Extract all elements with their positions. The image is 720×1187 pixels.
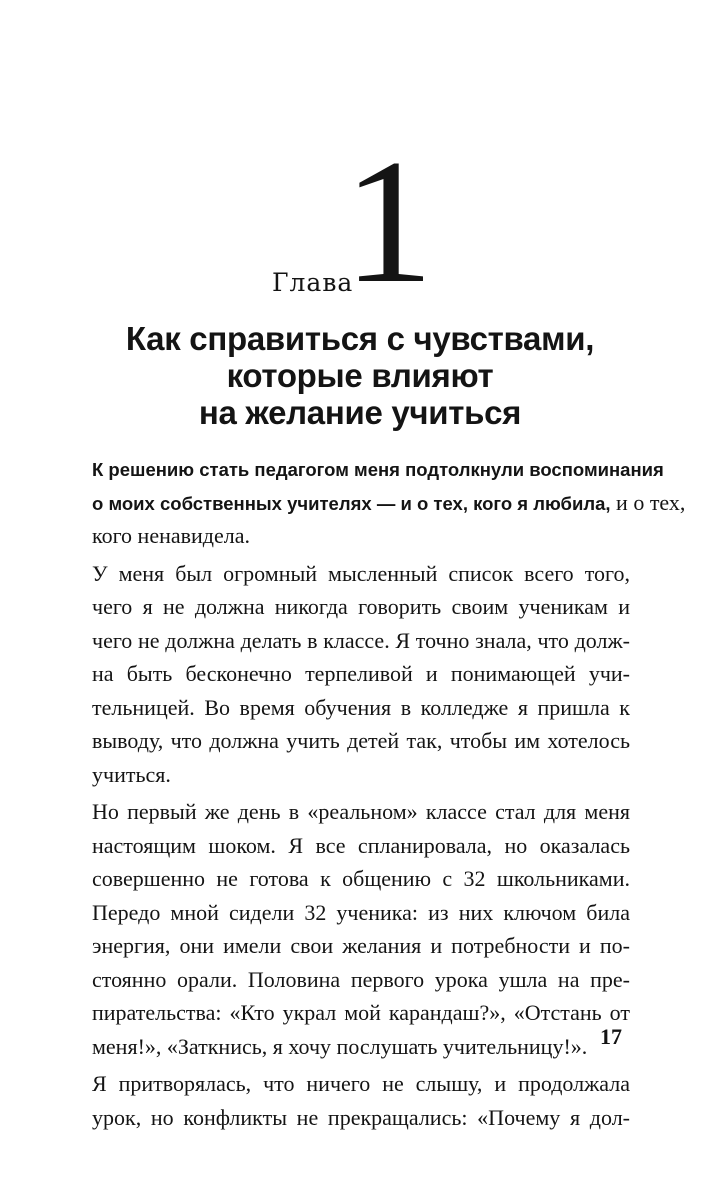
- text-line: [92, 486, 686, 520]
- text-line: урок, но конфликты не прекращались: «Почему я дол-: [92, 1104, 630, 1130]
- text-line: энергия, они имели свои желания и потребности и по-: [92, 933, 630, 958]
- text-line: Я притворялась, что ничего не слышу, и продолжала: [92, 1071, 630, 1096]
- text-line: тельницей. Во время обучения в колледже я пришла к: [92, 694, 630, 720]
- text-line: [92, 519, 630, 553]
- paragraph: [92, 557, 630, 792]
- chapter-heading: [0, 122, 720, 320]
- lead-text: К решению стать педагогом меня подтолкнули воспоминания: [92, 459, 664, 480]
- text-line: совершенно не готова к общению с 32 школьниками.: [92, 866, 630, 891]
- chapter-number: 1: [343, 122, 434, 320]
- text-line: пирательства: «Кто украл мой карандаш?», «Отстань от: [92, 1000, 630, 1025]
- text-line: меня!», «Заткнись, я хочу послушать учительницу!».: [92, 1033, 588, 1059]
- paragraph-lead: [92, 452, 686, 553]
- paragraph: [92, 795, 630, 1063]
- text-line: на быть бесконечно терпеливой и понимающей учи-: [92, 661, 630, 686]
- text-line: [92, 452, 664, 486]
- text-line: У меня был огромный мысленный список всего того,: [92, 560, 630, 586]
- chapter-label: Глава: [272, 268, 354, 297]
- text-line: Но первый же день в «реальном» классе стал для меня: [92, 799, 630, 824]
- paragraph: [92, 1067, 630, 1134]
- chapter-title-line: Как справиться с чувствами,: [125, 320, 595, 357]
- page-number: 17: [600, 1024, 622, 1049]
- chapter-title: [0, 320, 720, 431]
- text-line: учиться.: [92, 761, 171, 787]
- regular-text: кого ненавидела.: [92, 523, 250, 548]
- text-line: выводу, что должна учить детей так, чтобы им хотелось: [92, 728, 630, 753]
- chapter-title-line: которые влияют: [226, 357, 494, 394]
- lead-text: о моих собственных учителях — и о тех, кого я любила,: [92, 492, 611, 514]
- regular-text: и о тех,: [610, 489, 686, 515]
- text-line: Передо мной сидели 32 ученика: из них ключом била: [92, 899, 630, 925]
- text-line: чего не должна делать в классе. Я точно знала, что долж-: [92, 627, 630, 653]
- text-line: стоянно орали. Половина первого урока ушла на пре-: [92, 966, 630, 992]
- text-line: чего я не должна никогда говорить своим ученикам и: [92, 594, 630, 619]
- text-line: настоящим шоком. Я все спланировала, но оказалась: [92, 832, 630, 858]
- body-text: [92, 452, 686, 1134]
- chapter-title-line: на желание учиться: [198, 394, 522, 431]
